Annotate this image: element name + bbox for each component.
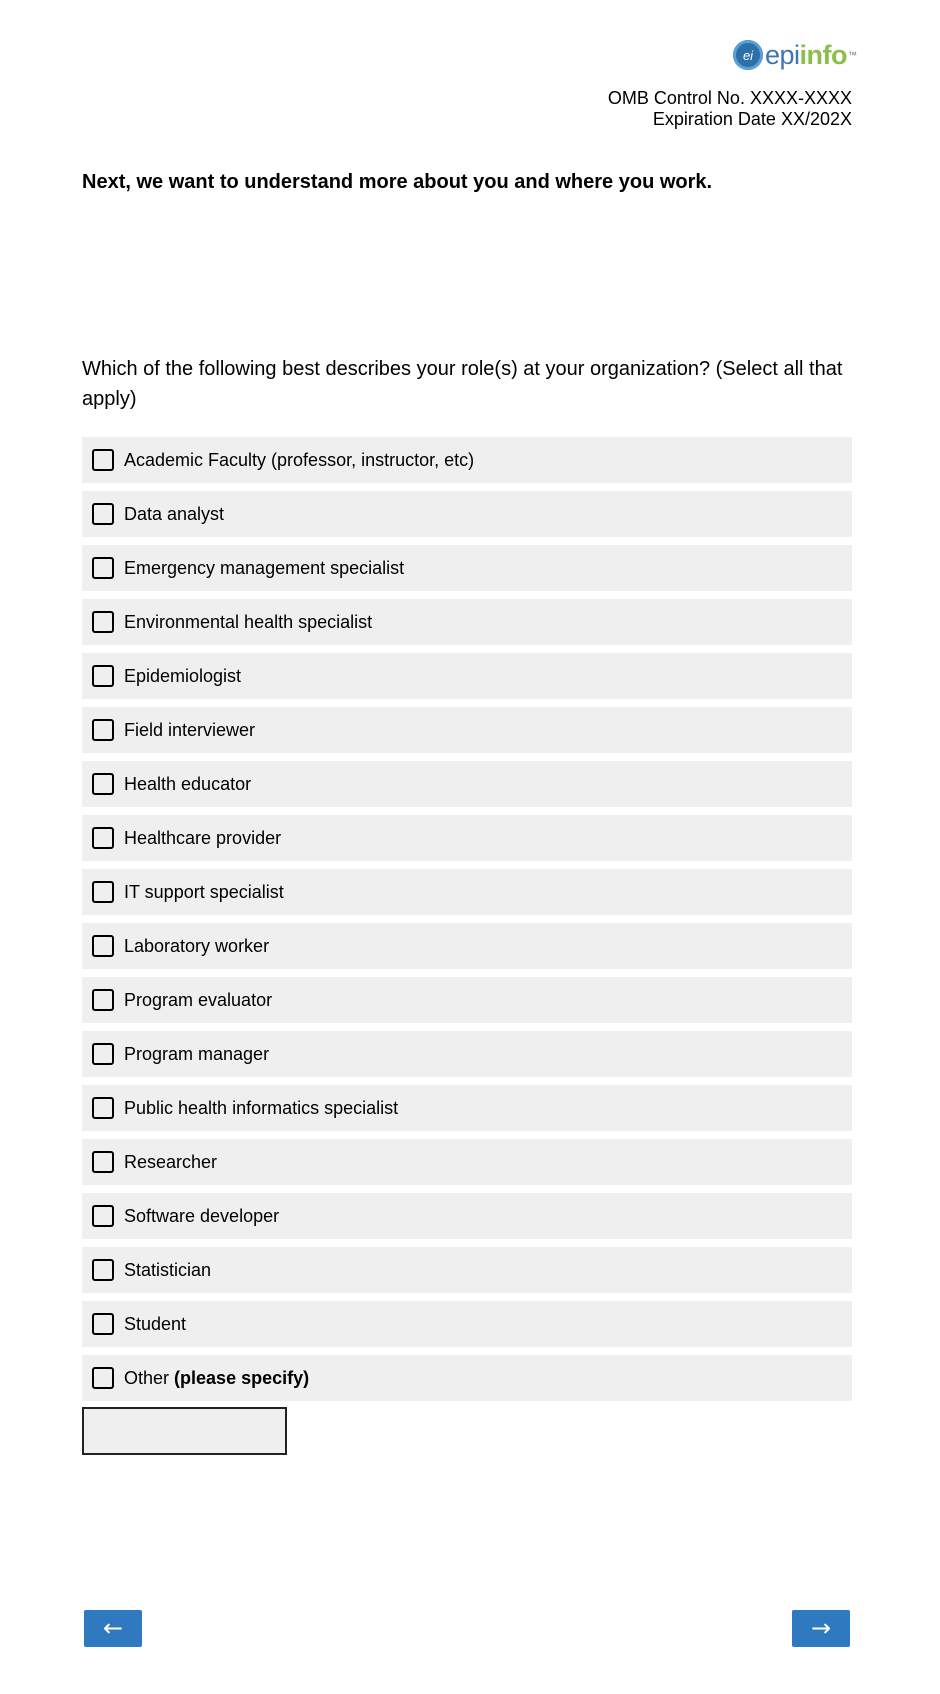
- option-label: Laboratory worker: [124, 935, 270, 956]
- other-label: Other: [124, 1367, 170, 1388]
- logo-text-epi: epi: [765, 40, 800, 70]
- option-label: Health educator: [124, 773, 252, 794]
- expiration-date: Expiration Date XX/202X: [652, 109, 852, 129]
- option-label: Field interviewer: [124, 719, 256, 740]
- checkbox[interactable]: [92, 989, 114, 1011]
- option-label: Environmental health specialist: [124, 611, 373, 632]
- option-label: Software developer: [124, 1205, 280, 1226]
- option-item[interactable]: [82, 1139, 852, 1185]
- option-label: Program evaluator: [124, 989, 273, 1010]
- option-label: Public health informatics specialist: [124, 1097, 399, 1118]
- checkbox[interactable]: [92, 1043, 114, 1065]
- epiinfo-logo: [733, 38, 857, 72]
- option-item[interactable]: [82, 545, 852, 591]
- option-label: Student: [124, 1313, 187, 1334]
- option-label: Program manager: [124, 1043, 270, 1064]
- checkbox[interactable]: [92, 611, 114, 633]
- option-other[interactable]: [82, 1355, 852, 1401]
- option-label: Epidemiologist: [124, 665, 242, 686]
- checkbox[interactable]: [92, 827, 114, 849]
- question-text: Which of the following best describes your role(s) at your organization? (Select all that apply): [82, 358, 843, 410]
- checkbox[interactable]: [92, 557, 114, 579]
- logo-text: [765, 40, 857, 70]
- option-item[interactable]: [82, 437, 852, 483]
- checkbox[interactable]: [92, 773, 114, 795]
- checkbox[interactable]: [92, 449, 114, 471]
- omb-info: [608, 88, 852, 130]
- option-item[interactable]: [82, 977, 852, 1023]
- option-item[interactable]: [82, 599, 852, 645]
- next-button[interactable]: →: [792, 1610, 850, 1647]
- previous-button[interactable]: ←: [84, 1610, 142, 1647]
- section-intro: Next, we want to understand more about you and where you work.: [82, 171, 713, 193]
- option-label: Healthcare provider: [124, 827, 282, 848]
- role-options: [82, 437, 852, 1409]
- logo-mark-text: ei: [742, 47, 754, 63]
- option-label: Researcher: [124, 1151, 218, 1172]
- checkbox[interactable]: [92, 1097, 114, 1119]
- option-item[interactable]: [82, 923, 852, 969]
- omb-control-number: OMB Control No. XXXX-XXXX: [607, 88, 852, 108]
- option-label: Statistician: [124, 1259, 212, 1280]
- option-item[interactable]: [82, 869, 852, 915]
- option-item[interactable]: [82, 1301, 852, 1347]
- option-item[interactable]: [82, 707, 852, 753]
- checkbox[interactable]: [92, 1205, 114, 1227]
- option-label: IT support specialist: [124, 881, 284, 902]
- checkbox[interactable]: [92, 1259, 114, 1281]
- option-item[interactable]: [82, 491, 852, 537]
- epiinfo-logo-icon: [733, 40, 763, 70]
- option-label: Academic Faculty (professor, instructor, etc): [124, 449, 475, 470]
- option-label: [124, 1368, 309, 1389]
- checkbox[interactable]: [92, 935, 114, 957]
- option-item[interactable]: [82, 815, 852, 861]
- checkbox[interactable]: [92, 1313, 114, 1335]
- other-specify-label: (please specify): [174, 1367, 310, 1388]
- option-label: Data analyst: [124, 503, 225, 524]
- other-specify-input[interactable]: [82, 1407, 287, 1455]
- option-item[interactable]: [82, 653, 852, 699]
- option-label: Emergency management specialist: [124, 557, 405, 578]
- option-item[interactable]: [82, 1193, 852, 1239]
- checkbox[interactable]: [92, 1151, 114, 1173]
- logo-text-info: info: [799, 40, 848, 70]
- checkbox[interactable]: [92, 1367, 114, 1389]
- checkbox[interactable]: [92, 503, 114, 525]
- option-item[interactable]: [82, 1085, 852, 1131]
- checkbox[interactable]: [92, 719, 114, 741]
- option-item[interactable]: [82, 761, 852, 807]
- checkbox[interactable]: [92, 665, 114, 687]
- logo-trademark: ™: [848, 50, 857, 60]
- checkbox[interactable]: [92, 881, 114, 903]
- option-item[interactable]: [82, 1031, 852, 1077]
- option-item[interactable]: [82, 1247, 852, 1293]
